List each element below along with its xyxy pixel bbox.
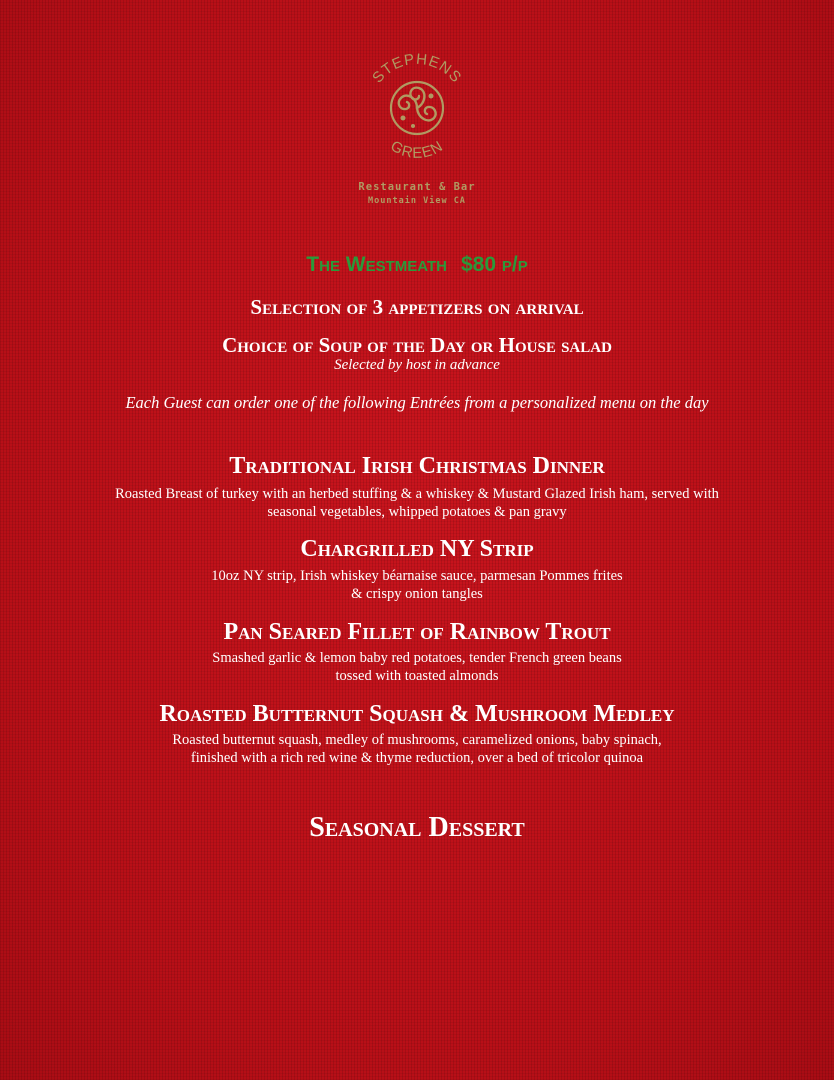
package-name: The Westmeath [306, 253, 447, 276]
course-appetizers: Selection of 3 appetizers on arrival [250, 295, 584, 319]
entree-description: tossed with toasted almonds [335, 668, 499, 684]
logo-subtitle-restaurant: Restaurant & Bar [358, 181, 476, 193]
package-price: $80 p/p [461, 253, 528, 276]
course-dessert: Seasonal Dessert [309, 812, 525, 843]
course-soup-salad: Choice of Soup of the Day or House salad [222, 333, 612, 357]
entree-description: finished with a rich red wine & thyme reduction, over a bed of tricolor quinoa [190, 750, 644, 766]
logo-subtitle-location: Mountain View CA [368, 196, 466, 206]
entree-description: seasonal vegetables, whipped potatoes & pan gravy [267, 504, 567, 520]
entree-description: Roasted Breast of turkey with an herbed stuffing & a whiskey & Mustard Glazed Irish ham, served with [115, 486, 719, 502]
entree-title-rainbow-trout: Pan Seared Fillet of Rainbow Trout [223, 619, 611, 645]
entree-title-ny-strip: Chargrilled NY Strip [300, 536, 534, 562]
logo-name-bottom: GREEN [387, 137, 447, 162]
entree-title-irish-christmas-dinner: Traditional Irish Christmas Dinner [229, 453, 605, 479]
logo-name-top: STEPHENS [369, 50, 465, 87]
entree-title-butternut-squash: Roasted Butternut Squash & Mushroom Medley [159, 701, 675, 727]
entree-description: Roasted butternut squash, medley of mushrooms, caramelized onions, baby spinach, [172, 732, 662, 748]
entree-description: Smashed garlic & lemon baby red potatoes, tender French green beans [212, 650, 622, 666]
entree-instructions: Each Guest can order one of the following Entrées from a personalized menu on the day [125, 393, 709, 412]
triskele-logo-icon [357, 48, 477, 168]
package-heading [0, 253, 834, 277]
entree-description: & crispy onion tangles [351, 586, 483, 602]
restaurant-logo [357, 48, 477, 168]
course-soup-note: Selected by host in advance [334, 357, 500, 373]
entree-description: 10oz NY strip, Irish whiskey béarnaise sauce, parmesan Pommes frites [211, 568, 623, 584]
